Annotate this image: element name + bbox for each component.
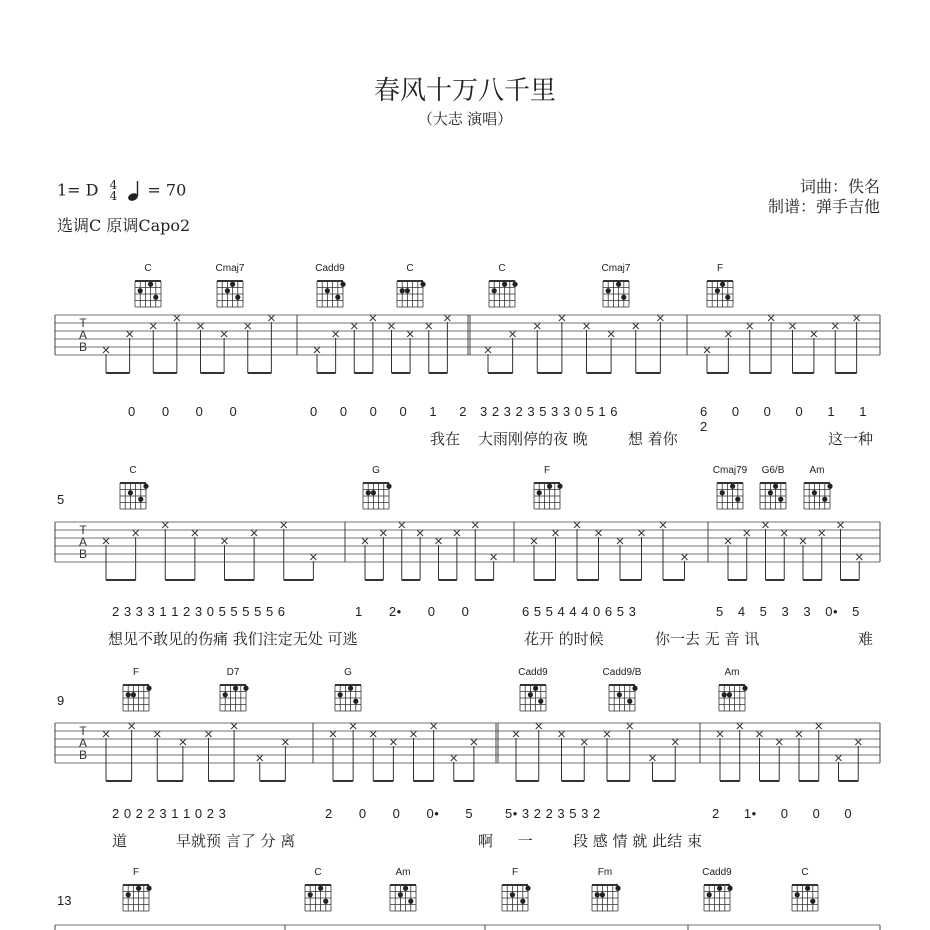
lyric-line: 难 — [858, 630, 874, 648]
chord-grid-icon — [216, 679, 250, 713]
numbered-notation: 0 0 0 0 — [128, 404, 238, 419]
chord-grid-icon — [788, 879, 822, 913]
quarter-note-icon — [128, 180, 142, 202]
chord-name: D7 — [226, 667, 240, 678]
chord-grid-icon — [530, 477, 564, 511]
chord-diagram — [797, 465, 837, 514]
chord-name: C — [801, 867, 809, 878]
chord-name: F — [511, 867, 519, 878]
tab-clef-letter: B — [78, 547, 88, 561]
tab-clef-letter: T — [79, 316, 87, 330]
chord-grid-icon — [313, 275, 347, 309]
credits — [768, 178, 880, 218]
chord-diagram — [710, 465, 750, 514]
capo-info: 选调C 原调Capo2 — [57, 216, 191, 235]
numbered-notation: 0 0 0 0 1 2 — [310, 404, 467, 419]
measure-number: 13 — [57, 893, 72, 908]
tab-staff — [0, 713, 930, 793]
chord-grid-icon — [213, 275, 247, 309]
song-title: 春风十万八千里 — [373, 76, 556, 106]
chord-diagram — [116, 667, 156, 716]
numbered-notation: 2 1• 0 0 0 — [712, 806, 853, 821]
chord-grid-icon — [516, 679, 550, 713]
chord-name: F — [543, 465, 551, 476]
lyric-line: 大雨刚停的夜 晚 — [478, 430, 588, 448]
chord-grid-icon — [700, 879, 734, 913]
numbered-notation: 5• 3 2 2 3 5 3 2 — [505, 806, 601, 821]
key-signature — [57, 180, 186, 202]
chord-grid-icon — [393, 275, 427, 309]
chord-name: C — [144, 263, 152, 274]
chord-diagram — [753, 465, 793, 514]
chord-name: G6/B — [761, 465, 785, 476]
tempo-label: = 70 — [147, 180, 187, 200]
chord-grid-icon — [386, 879, 420, 913]
chord-diagram — [697, 867, 737, 916]
chord-name: Am — [395, 867, 411, 878]
chord-name: Cmaj79 — [712, 465, 748, 476]
chord-name: C — [406, 263, 414, 274]
chord-diagram — [328, 667, 368, 716]
chord-grid-icon — [116, 477, 150, 511]
lyric-line: 早就预 言了 分 离 — [176, 832, 296, 850]
numbered-notation: 5 4 5 3 3 0• 5 — [716, 604, 860, 619]
chord-grid-icon — [605, 679, 639, 713]
lyric-line: 你一去 无 音 讯 — [655, 630, 760, 648]
chord-diagram — [527, 465, 567, 514]
chord-grid-icon — [131, 275, 165, 309]
chord-grid-icon — [331, 679, 365, 713]
numbered-notation: 6 0 0 0 1 1 2 — [700, 404, 867, 434]
chord-grid-icon — [485, 275, 519, 309]
chord-grid-icon — [703, 275, 737, 309]
chord-name: F — [132, 667, 140, 678]
key-label: 1= D — [57, 180, 99, 200]
chord-diagram — [712, 667, 752, 716]
chord-diagram — [298, 867, 338, 916]
chord-diagram — [602, 667, 642, 716]
measure-number: 9 — [57, 693, 65, 708]
lyric-line: 想 着你 — [628, 430, 678, 448]
tab-clef-letter: A — [78, 535, 88, 549]
chord-grid-icon — [301, 879, 335, 913]
chord-grid-icon — [800, 477, 834, 511]
tab-clef-letter: T — [79, 724, 87, 738]
chord-name: F — [132, 867, 140, 878]
chord-diagram — [113, 465, 153, 514]
chord-diagram — [785, 867, 825, 916]
chord-grid-icon — [713, 477, 747, 511]
lyric-line: 想见不敢见的伤痛 我们注定无处 可逃 — [108, 630, 358, 648]
chord-name: Cadd9/B — [602, 667, 642, 678]
lyric-line: 我在 — [430, 430, 461, 448]
chord-grid-icon — [715, 679, 749, 713]
chord-diagram — [356, 465, 396, 514]
chord-diagram — [495, 867, 535, 916]
chord-diagram — [585, 867, 625, 916]
time-sig-bottom: 4 — [109, 189, 118, 203]
lyric-line: 道 — [112, 832, 128, 850]
chord-name: C — [314, 867, 322, 878]
numbered-notation: 2 0 2 2 3 1 1 0 2 3 — [112, 806, 227, 821]
chord-name: Cadd9 — [518, 667, 548, 678]
chord-name: G — [372, 465, 380, 476]
chord-grid-icon — [588, 879, 622, 913]
chord-diagram — [383, 867, 423, 916]
chord-name: Fm — [597, 867, 613, 878]
chord-grid-icon — [756, 477, 790, 511]
chord-diagram — [116, 867, 156, 916]
song-subtitle: （大志 演唱） — [417, 111, 513, 128]
chord-name: Cmaj7 — [215, 263, 245, 274]
numbered-notation: 6 5 5 4 4 4 0 6 5 3 — [522, 604, 637, 619]
chord-name: Am — [809, 465, 825, 476]
arranger-credit: 制谱：弹手吉他 — [767, 199, 880, 216]
tab-clef-letter: A — [78, 328, 88, 342]
time-sig-top: 4 — [109, 178, 118, 192]
tab-clef-letter: B — [78, 748, 88, 762]
lyric-line: 花开 的时候 — [524, 630, 604, 648]
tab-staff — [0, 915, 930, 930]
lyric-line: 这一种 — [828, 430, 874, 448]
numbered-notation: 2 3 3 3 1 1 2 3 0 5 5 5 5 5 6 — [112, 604, 286, 619]
chord-grid-icon — [599, 275, 633, 309]
chord-grid-icon — [498, 879, 532, 913]
lyric-line: 段 感 情 就 此结 束 — [573, 832, 702, 850]
tab-clef-letter: B — [78, 340, 88, 354]
measure-number: 5 — [57, 492, 65, 507]
tab-clef-letter: A — [78, 736, 88, 750]
time-signature — [110, 180, 118, 202]
lyric-line: 啊 一 — [478, 832, 533, 850]
chord-grid-icon — [359, 477, 393, 511]
numbered-notation: 2 0 0 0• 5 — [325, 806, 474, 821]
chord-name: Am — [724, 667, 740, 678]
numbered-notation: 1 2• 0 0 — [355, 604, 470, 619]
chord-diagram — [213, 667, 253, 716]
chord-diagram — [513, 667, 553, 716]
chord-name: C — [498, 263, 506, 274]
chord-name: F — [716, 263, 724, 274]
chord-name: Cadd9 — [702, 867, 732, 878]
tab-staff — [0, 305, 930, 385]
tab-clef-letter: T — [79, 523, 87, 537]
chord-name: C — [129, 465, 137, 476]
chord-name: Cadd9 — [315, 263, 345, 274]
chord-grid-icon — [119, 679, 153, 713]
lyrics-music-credit: 词曲：佚名 — [799, 179, 880, 196]
numbered-notation: 3 2 3 2 3 5 3 3 0 5 1 6 — [480, 404, 618, 419]
chord-name: G — [344, 667, 352, 678]
tab-staff — [0, 512, 930, 592]
chord-name: Cmaj7 — [601, 263, 631, 274]
chord-grid-icon — [119, 879, 153, 913]
